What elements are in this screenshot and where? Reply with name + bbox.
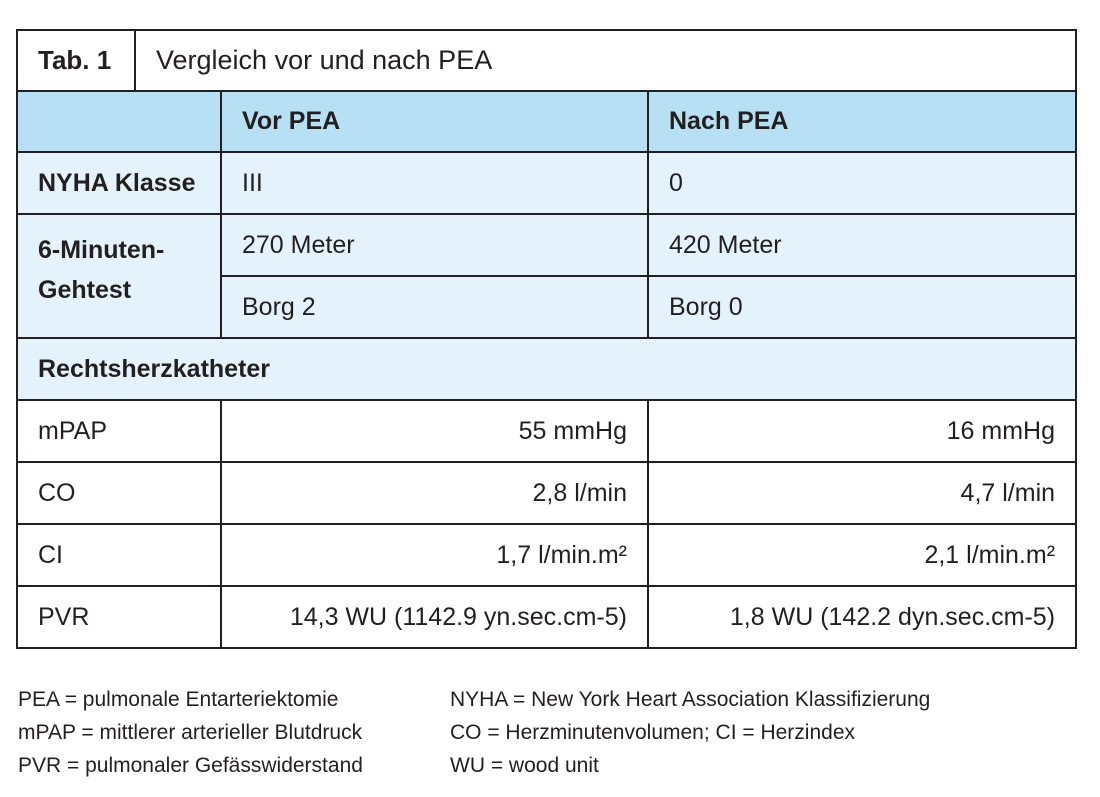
ci-vor: 1,7 l/min.m² bbox=[221, 524, 648, 586]
legend-item: mPAP = mittlerer arterieller Blutdruck bbox=[18, 721, 363, 744]
table-row-co bbox=[17, 462, 1076, 524]
legend-item: WU = wood unit bbox=[450, 754, 599, 777]
table-title-row bbox=[17, 30, 1076, 91]
gehtest-distance-vor: 270 Meter bbox=[221, 214, 648, 276]
table-row-pvr bbox=[17, 586, 1076, 648]
nyha-vor: III bbox=[221, 152, 648, 214]
nyha-nach: 0 bbox=[648, 152, 1076, 214]
gehtest-borg-nach: Borg 0 bbox=[648, 276, 1076, 338]
pvr-nach: 1,8 WU (142.2 dyn.sec.cm-5) bbox=[648, 586, 1076, 648]
gehtest-borg-vor: Borg 2 bbox=[221, 276, 648, 338]
section-label: Rechtsherzkatheter bbox=[17, 338, 1076, 400]
comparison-table bbox=[16, 29, 1077, 649]
legend-item: PVR = pulmonaler Gefässwiderstand bbox=[18, 754, 363, 777]
row-label-gehtest: 6-Minuten-Gehtest bbox=[17, 214, 221, 338]
table-row-ci bbox=[17, 524, 1076, 586]
section-row-rechtsherzkatheter bbox=[17, 338, 1076, 400]
row-label-nyha: NYHA Klasse bbox=[17, 152, 221, 214]
row-label-pvr: PVR bbox=[17, 586, 221, 648]
row-label-co: CO bbox=[17, 462, 221, 524]
row-label-mpap: mPAP bbox=[17, 400, 221, 462]
mpap-vor: 55 mmHg bbox=[221, 400, 648, 462]
table-label: Tab. 1 bbox=[17, 30, 135, 91]
table-row-gehtest-distance bbox=[17, 214, 1076, 276]
header-empty-cell bbox=[17, 91, 221, 152]
header-row bbox=[17, 91, 1076, 152]
header-nach-pea: Nach PEA bbox=[648, 91, 1076, 152]
legend-item: CO = Herzminutenvolumen; CI = Herzindex bbox=[450, 721, 855, 744]
mpap-nach: 16 mmHg bbox=[648, 400, 1076, 462]
legend-item: NYHA = New York Heart Association Klassifizierung bbox=[450, 688, 931, 711]
pvr-vor: 14,3 WU (1142.9 yn.sec.cm-5) bbox=[221, 586, 648, 648]
legend-column-left bbox=[18, 683, 363, 782]
co-vor: 2,8 l/min bbox=[221, 462, 648, 524]
legend-column-right bbox=[450, 683, 930, 782]
legend-item: PEA = pulmonale Entarteriektomie bbox=[18, 688, 339, 711]
header-vor-pea: Vor PEA bbox=[221, 91, 648, 152]
table-row-nyha bbox=[17, 152, 1076, 214]
table-title: Vergleich vor und nach PEA bbox=[135, 30, 1076, 91]
co-nach: 4,7 l/min bbox=[648, 462, 1076, 524]
row-label-ci: CI bbox=[17, 524, 221, 586]
table-row-mpap bbox=[17, 400, 1076, 462]
gehtest-distance-nach: 420 Meter bbox=[648, 214, 1076, 276]
ci-nach: 2,1 l/min.m² bbox=[648, 524, 1076, 586]
